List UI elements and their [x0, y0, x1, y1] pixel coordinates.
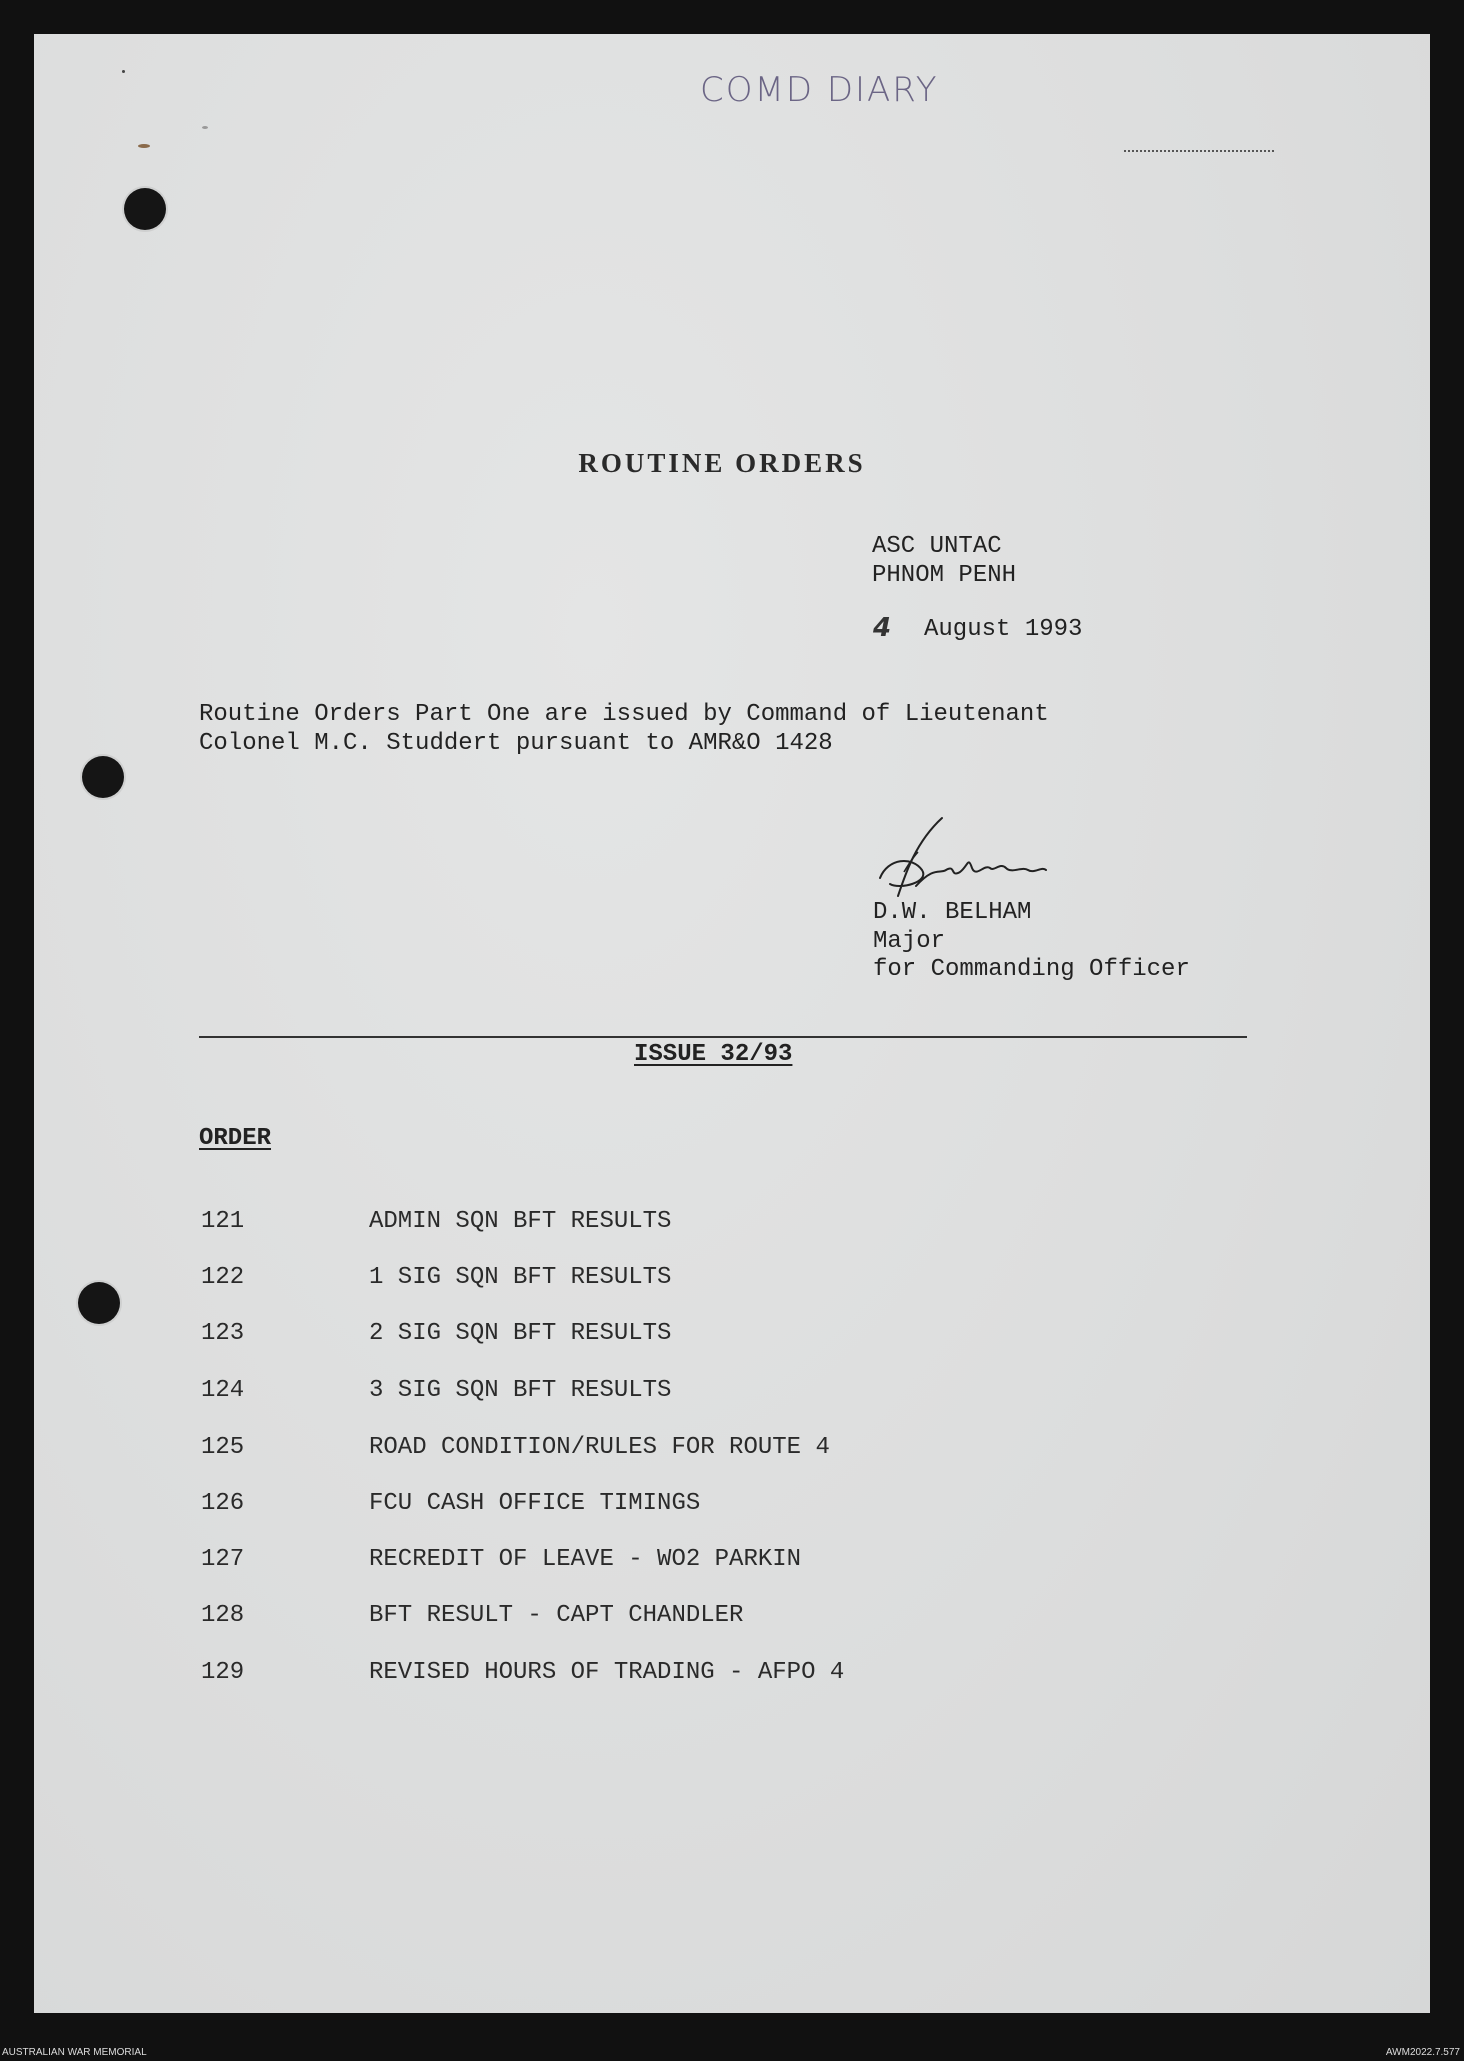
order-number: 127	[201, 1546, 245, 1573]
punch-hole-bottom	[78, 1282, 120, 1324]
order-row	[201, 1320, 671, 1347]
order-title: 1 SIG SQN BFT RESULTS	[369, 1264, 672, 1291]
address-line-2: PHNOM PENH	[872, 562, 1017, 589]
document-page	[34, 34, 1430, 2013]
order-number: 124	[201, 1377, 245, 1404]
stain-mark	[122, 70, 125, 73]
stain-mark	[138, 144, 150, 148]
order-title: 2 SIG SQN BFT RESULTS	[369, 1320, 672, 1347]
order-title: 3 SIG SQN BFT RESULTS	[369, 1377, 672, 1404]
order-number: 123	[201, 1320, 245, 1347]
order-title: ROAD CONDITION/RULES FOR ROUTE 4	[369, 1434, 830, 1461]
order-row	[201, 1602, 743, 1629]
order-row	[201, 1659, 844, 1686]
order-number: 122	[201, 1264, 245, 1291]
order-number: 128	[201, 1602, 245, 1629]
intro-line-2: Colonel M.C. Studdert pursuant to AMR&O 1428	[199, 730, 833, 757]
punch-hole-top	[124, 188, 166, 230]
order-title: RECREDIT OF LEAVE - WO2 PARKIN	[369, 1546, 802, 1573]
order-title: FCU CASH OFFICE TIMINGS	[369, 1490, 701, 1517]
stain-mark	[202, 126, 208, 129]
order-row	[201, 1490, 700, 1517]
order-row	[201, 1434, 830, 1461]
order-number: 125	[201, 1434, 245, 1461]
order-number: 121	[201, 1208, 245, 1235]
section-divider	[199, 1036, 1247, 1038]
intro-line-1: Routine Orders Part One are issued by Command of Lieutenant	[199, 701, 1049, 728]
handwritten-note: COMD DIARY	[700, 70, 939, 110]
order-row	[201, 1264, 671, 1291]
pencil-marks	[1124, 150, 1274, 156]
issue-number: ISSUE 32/93	[634, 1041, 793, 1068]
order-row	[201, 1546, 801, 1573]
punch-hole-middle	[82, 756, 124, 798]
document-title-text: ROUTINE ORDERS	[578, 448, 866, 478]
order-number: 126	[201, 1490, 245, 1517]
signatory-rank: Major	[873, 928, 946, 955]
signatory-name: D.W. BELHAM	[873, 899, 1032, 926]
order-title: BFT RESULT - CAPT CHANDLER	[369, 1602, 744, 1629]
signatory-role: for Commanding Officer	[873, 956, 1190, 983]
signature-image	[876, 812, 1056, 902]
order-row	[201, 1377, 671, 1404]
handwritten-day: 4	[873, 613, 892, 643]
date-text: August 1993	[924, 616, 1083, 643]
order-title: REVISED HOURS OF TRADING - AFPO 4	[369, 1659, 845, 1686]
document-title	[0, 448, 1464, 479]
address-line-1: ASC UNTAC	[872, 533, 1002, 560]
order-title: ADMIN SQN BFT RESULTS	[369, 1208, 672, 1235]
order-number: 129	[201, 1659, 245, 1686]
footer-archive-name: AUSTRALIAN WAR MEMORIAL	[2, 2047, 147, 2058]
order-heading: ORDER	[199, 1125, 272, 1152]
order-row	[201, 1208, 671, 1235]
footer-archive-reference: AWM2022.7.577	[1385, 2047, 1460, 2058]
